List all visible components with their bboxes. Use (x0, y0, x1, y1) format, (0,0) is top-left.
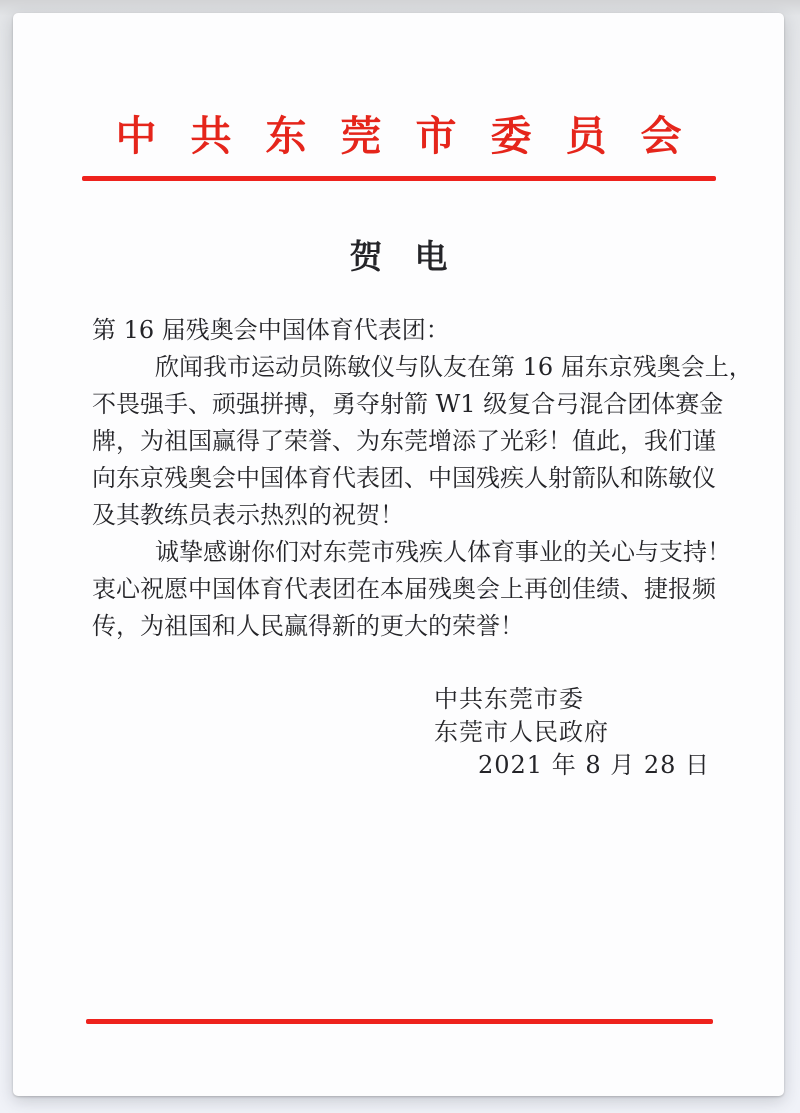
letter-document (13, 13, 784, 1096)
body-line-7: 衷心祝愿中国体育代表团在本届残奥会上再创佳绩、捷报频 (92, 575, 716, 603)
signature-org-government: 东莞市人民政府 (434, 718, 609, 746)
body-line-8: 传，为祖国和人民赢得新的更大的荣誉！ (92, 612, 524, 640)
document-title: 贺电 (349, 237, 480, 276)
signature-org-party: 中共东莞市委 (434, 685, 584, 713)
footer-divider-line (86, 1019, 713, 1024)
body-line-6: 诚挚感谢你们对东莞市残疾人体育事业的关心与支持！ (155, 538, 731, 566)
body-line-4: 向东京残奥会中国体育代表团、中国残疾人射箭队和陈敏仪 (92, 464, 716, 492)
salutation: 第 16 届残奥会中国体育代表团： (92, 316, 450, 344)
letter-body (92, 312, 753, 645)
letterhead-divider-line (82, 176, 716, 181)
signature-date: 2021 年 8 月 28 日 (478, 751, 711, 779)
body-line-5: 及其教练员表示热烈的祝贺！ (92, 501, 404, 529)
body-line-1: 欣闻我市运动员陈敏仪与队友在第 16 届东京残奥会上， (155, 353, 753, 381)
body-line-3: 牌，为祖国赢得了荣誉、为东莞增添了光彩！值此，我们谨 (92, 427, 716, 455)
letterhead-title: 中共东莞市委员会 (115, 112, 716, 160)
signature-block (434, 683, 710, 782)
body-line-2: 不畏强手、顽强拼搏，勇夺射箭 W1 级复合弓混合团体赛金 (92, 390, 724, 418)
